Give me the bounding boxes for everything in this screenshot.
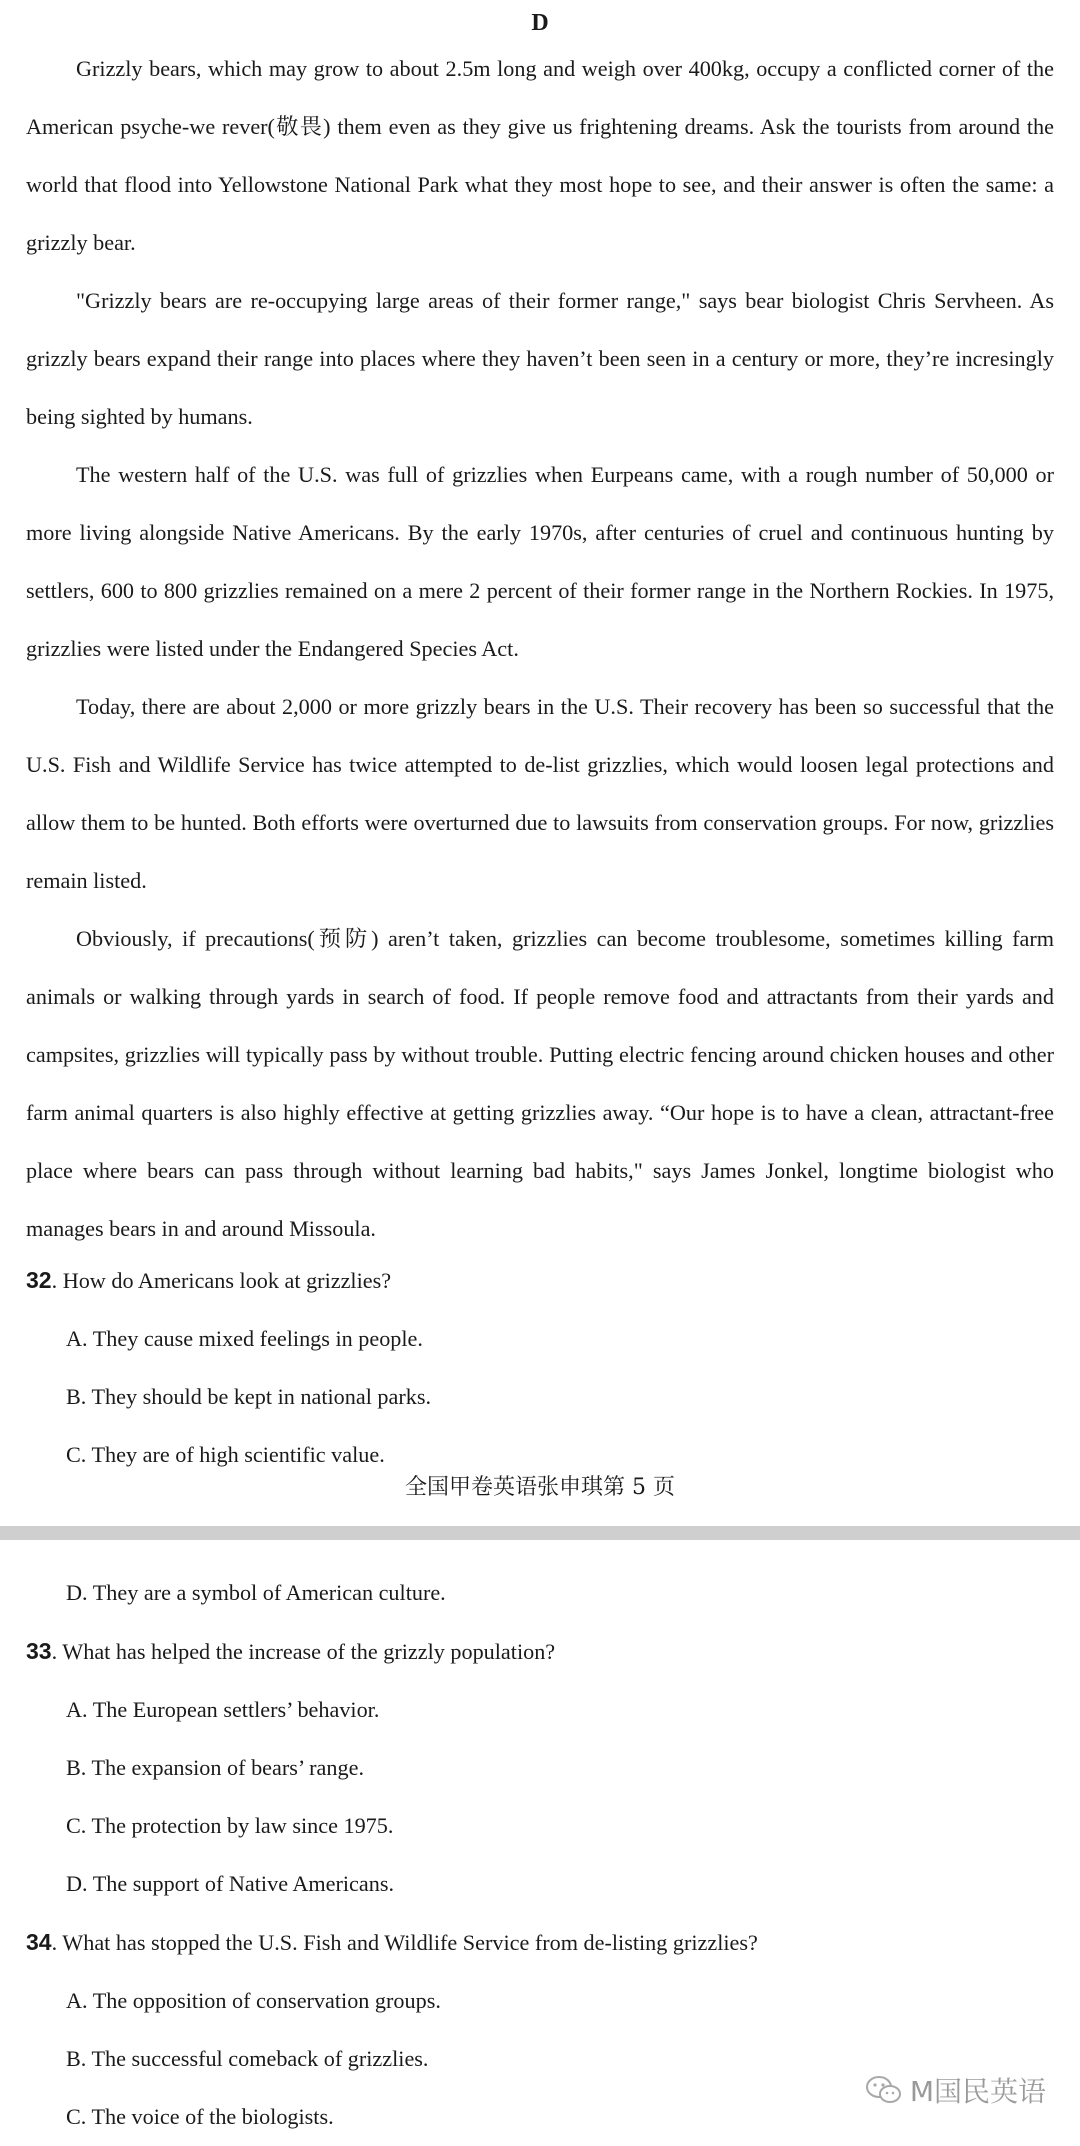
watermark-text: M国民英语 [909, 2075, 1046, 2108]
option-b: B. The expansion of bears’ range. [66, 1755, 364, 1780]
question-text: . How do Americans look at grizzlies? [51, 1268, 392, 1293]
option-c: C. The protection by law since 1975. [66, 1813, 394, 1838]
page-6 [0, 1540, 1080, 2144]
passage-paragraph: "Grizzly bears are re-occupying large areas of their former range," says bear biologist Chris Servheen. As grizzly bears expand their range into places where they haven’t been seen in a century or more, they’re incresingly being sighted by humans. [26, 288, 1054, 429]
question-34-stem [26, 1913, 1054, 1972]
option-d: D. The support of Native Americans. [66, 1871, 395, 1896]
page-footer: 全国甲卷英语张申琪第 5 页 [405, 1475, 675, 1500]
option-c: C. They are of high scientific value. [66, 1442, 385, 1467]
passage-paragraph: The western half of the U.S. was full of grizzlies when Eurpeans came, with a rough number of 50,000 or more living alongside Native Americans. By the early 1970s, after centuries of cruel and continuous hunting by settlers, 600 to 800 grizzlies remained on a mere 2 percent of their former range in the Northern Rockies. In 1975, grizzlies were listed under the Endangered Species Act. [26, 462, 1054, 661]
watermark [864, 2070, 1046, 2110]
page-divider [0, 1526, 1080, 1540]
passage-paragraph: Obviously, if precautions(预防) aren’t taken, grizzlies can become troublesome, sometimes killing farm animals or walking through yards in search of food. If people remove food and attractants from their yards and campsites, grizzlies will typically pass by without trouble. Putting electric fencing around chicken houses and other farm animal quarters is also highly effective at getting grizzlies away. “Our hope is to have a clean, attractant-free place where bears can pass through without learning bad habits," says James Jonkel, longtime biologist who manages bears in and around Missoula. [26, 926, 1054, 1241]
passage-paragraph: Today, there are about 2,000 or more grizzly bears in the U.S. Their recovery has been so successful that the U.S. Fish and Wildlife Service has twice attempted to de-list grizzlies, which would loosen legal protections and allow them to be hunted. Both efforts were overturned due to lawsuits from conservation groups. For now, grizzlies remain listed. [26, 694, 1054, 893]
option-a: A. The European settlers’ behavior. [66, 1697, 380, 1722]
section-letter: D [531, 10, 549, 36]
question-33-stem [26, 1622, 1054, 1681]
option-a: A. The opposition of conservation groups. [66, 1988, 441, 2013]
option-b: B. The successful comeback of grizzlies. [66, 2046, 429, 2071]
option-c: C. The voice of the biologists. [66, 2104, 334, 2129]
question-number: 32 [26, 1267, 52, 1293]
question-32 [26, 1251, 1054, 1484]
question-text: . What has stopped the U.S. Fish and Wildlife Service from de-listing grizzlies? [51, 1930, 758, 1955]
question-number: 33 [26, 1638, 52, 1664]
option-d: D. They are a symbol of American culture. [66, 1580, 446, 1605]
questions-continued [26, 1564, 1054, 2146]
option-b: B. They should be kept in national parks. [66, 1384, 432, 1409]
option-a: A. They cause mixed feelings in people. [66, 1326, 423, 1351]
question-number: 34 [26, 1929, 52, 1955]
wechat-icon [864, 2074, 904, 2106]
passage-paragraph: Grizzly bears, which may grow to about 2.5m long and weigh over 400kg, occupy a conflicted corner of the American psyche-we rever(敬畏) them even as they give us frightening dreams. Ask the tourists from around the world that flood into Yellowstone National Park what they most hope to see, and their answer is often the same: a grizzly bear. [26, 56, 1054, 255]
question-text: . What has helped the increase of the grizzly population? [51, 1639, 556, 1664]
question-stem [26, 1251, 1054, 1310]
passage [26, 40, 1054, 1258]
